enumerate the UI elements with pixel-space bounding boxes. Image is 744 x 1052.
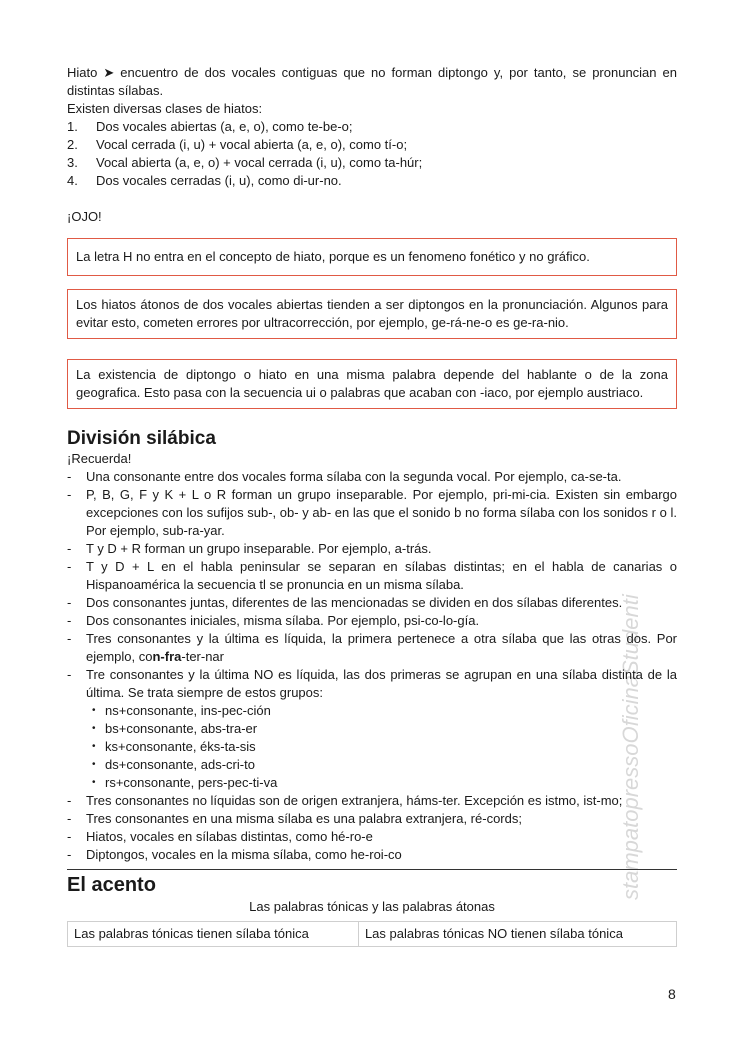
list-item: - T y D + L en el habla peninsular se separan en sílabas distintas; en el habla de canarias o Hispanoamérica la secuencia tl se pronuncia en un misma sílaba. (67, 559, 677, 592)
section-divider (67, 869, 677, 870)
list-item: - Diptongos, vocales en la misma sílaba, como he-roi-co (67, 847, 402, 862)
list-item: - T y D + R forman un grupo inseparable. Por ejemplo, a-trás. (67, 541, 432, 556)
list-item: • rs+consonante, pers-pec-ti-va (92, 775, 278, 790)
list-item: - Dos consonantes iniciales, misma sílaba. Por ejemplo, psi-co-lo-gía. (67, 613, 480, 628)
hiato-classes-list (67, 118, 677, 190)
list-item: - Hiatos, vocales en sílabas distintas, como hé-ro-e (67, 829, 373, 844)
ojo-label: ¡OJO! (67, 209, 102, 224)
list-item: • ks+consonante, éks-ta-sis (92, 739, 256, 754)
note-box-h: La letra H no entra en el concepto de hiato, porque es un fenomeno fonético y no gráfico. (67, 238, 677, 276)
table-caption: Las palabras tónicas y las palabras átonas (249, 899, 495, 914)
section-title-division: División silábica (67, 428, 216, 449)
list-item: - Una consonante entre dos vocales forma sílaba con la segunda vocal. Por ejemplo, ca-se-ta. (67, 469, 622, 484)
list-item: • ds+consonante, ads-cri-to (92, 757, 255, 772)
list-item: - Dos consonantes juntas, diferentes de las mencionadas se dividen en dos sílabas diferentes. (67, 595, 623, 610)
page-content (67, 64, 677, 947)
note-box-zona: La existencia de diptongo o hiato en una misma palabra depende del hablante o de la zona geografica. Esto pasa con la secuencia ui o palabras que acaban con -iaco, por ejemplo austriaco. (67, 359, 677, 409)
section-title-acento: El acento (67, 874, 156, 896)
list-item: 2. Vocal cerrada (i, u) + vocal abierta (a, e, o), como tí-o; (67, 137, 408, 152)
table-cell: Las palabras tónicas NO tienen sílaba tónica (358, 922, 676, 947)
list-item: - Tre consonantes y la última NO es líquida, las dos primeras se agrupan en una sílaba distinta de la última. Se trata siempre de estos grupos: • ns+consonante, ins-pec-ción • bs+consonante, abs-tra-er • ks+consonante, éks-ta-sis • ds+consonante, ads-cri-to • rs+consonante, pers-pec-ti-va (67, 667, 677, 790)
list-item: 1. Dos vocales abiertas (a, e, o), como te-be-o; (67, 119, 353, 134)
table-cell: Las palabras tónicas tienen sílaba tónica (68, 922, 359, 947)
list-item: 3. Vocal abierta (a, e, o) + vocal cerrada (i, u), como ta-húr; (67, 155, 423, 170)
reminder-label: ¡Recuerda! (67, 451, 132, 466)
hiato-classes-title: Existen diversas clases de hiatos: (67, 101, 263, 116)
division-rules-list (67, 468, 677, 864)
page-number: 8 (668, 986, 676, 1002)
list-item: • bs+consonante, abs-tra-er (92, 721, 258, 736)
acento-table (67, 921, 677, 947)
list-item: - Tres consonantes y la última es líquida, la primera pertenece a otra sílaba que las otras dos. Por ejemplo, con-fra-ter-nar (67, 631, 677, 664)
table-row (68, 922, 677, 947)
list-item: - P, B, G, F y K + L o R forman un grupo inseparable. Por ejemplo, pri-mi-cia. Existen sin embargo excepciones con los sufijos sub-, ob- y ab- en las que el sonido b no forma sílaba con los sonidos r o l. Por ejemplo, sub-ra-yar. (67, 487, 677, 538)
note-box-atonos: Los hiatos átonos de dos vocales abiertas tienden a ser diptongos en la pronunciación. Algunos para evitar esto, cometen errores por ultracorrección, por ejemplo, ge-rá-ne-o es ge-ra-nio. (67, 289, 677, 339)
list-item: - Tres consonantes no líquidas son de origen extranjera, háms-ter. Excepción es istmo, ist-mo; (67, 793, 623, 808)
consonant-groups-list (86, 702, 677, 792)
list-item: - Tres consonantes en una misma sílaba es una palabra extranjera, ré-cords; (67, 811, 522, 826)
hiato-definition: Hiato ➤ encuentro de dos vocales contiguas que no forman diptongo y, por tanto, se pronuncian en distintas sílabas. (67, 65, 677, 98)
watermark: stampatopressoOficinaStudenti (618, 594, 643, 900)
list-item: • ns+consonante, ins-pec-ción (92, 703, 271, 718)
list-item: 4. Dos vocales cerradas (i, u), como di-ur-no. (67, 173, 342, 188)
